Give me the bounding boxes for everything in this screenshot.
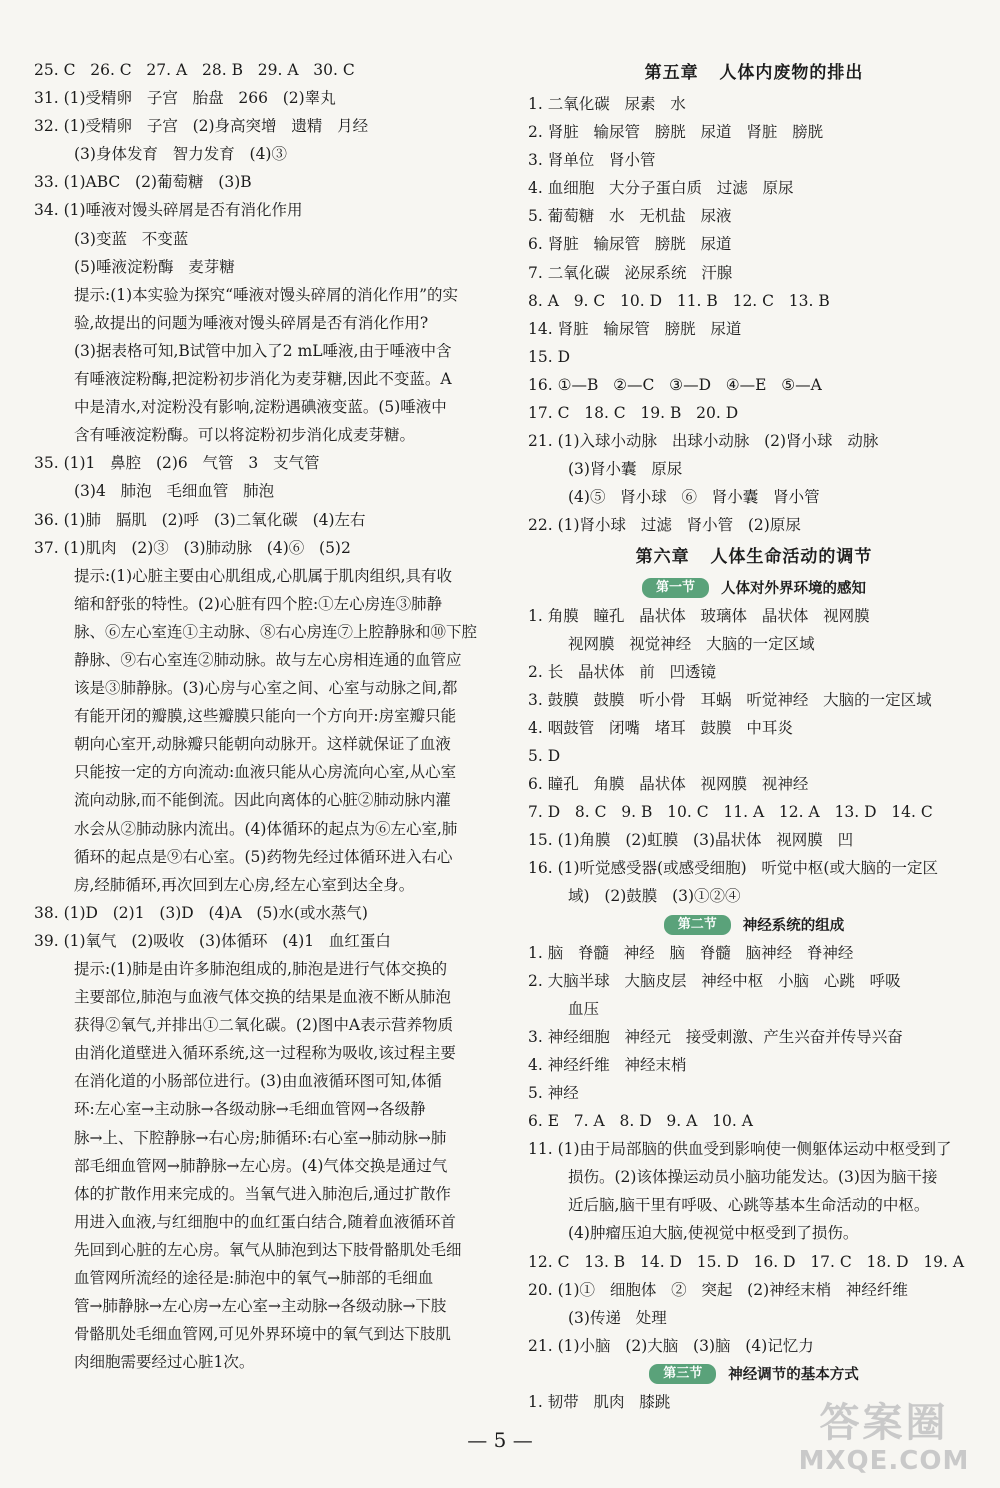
hint-line: 房,经肺循环,再次回到左心房,经左心室到达全身。 <box>74 875 415 894</box>
page-number: — 5 — <box>467 1428 533 1452</box>
answer-line: 15. (1)角膜 (2)虹膜 (3)晶状体 视网膜 凹 <box>528 831 854 850</box>
hint-line: 血管网所流经的途径是:肺泡中的氧气→肺部的毛细血 <box>74 1269 434 1288</box>
hint-line: 含有唾液淀粉酶。可以将淀粉初步消化成麦芽糖。 <box>74 426 416 445</box>
answer-line: (3)传递 处理 <box>568 1308 667 1327</box>
section-1-header <box>528 574 980 602</box>
answer-line: 血压 <box>568 999 600 1018</box>
hint-line: 朝向心室开,动脉瓣只能朝向动脉开。这样就保证了血液 <box>74 735 451 754</box>
answer-line: 16. (1)听觉感受器(或感受细胞) 听觉中枢(或大脑的一定区 <box>528 859 938 878</box>
hint-line: 静脉、⑨右心室连②肺动脉。故与左心房相连通的血管应 <box>74 650 462 669</box>
answer-line: 31. (1)受精卵 子宫 胎盘 266 (2)睾丸 <box>34 89 336 108</box>
answer-line: 22. (1)肾小球 过滤 肾小管 (2)原尿 <box>528 516 801 535</box>
watermark-logo <box>784 1400 984 1484</box>
answer-line: 4. 神经纤维 神经末梢 <box>528 1055 687 1074</box>
answer-line: 2. 大脑半球 大脑皮层 神经中枢 小脑 心跳 呼吸 <box>528 971 901 990</box>
answer-line: 12. C 13. B 14. D 15. D 16. D 17. C 18. D 19. A <box>528 1252 965 1271</box>
answer-line: 7. 二氧化碳 泌尿系统 汗腺 <box>528 263 733 282</box>
answer-line: 1. 韧带 肌肉 膝跳 <box>528 1392 671 1411</box>
answer-line: 4. 咽鼓管 闭嘴 堵耳 鼓膜 中耳炎 <box>528 718 793 737</box>
answer-line: 2. 长 晶状体 前 凹透镜 <box>528 662 717 681</box>
answer-line: 21. (1)入球小动脉 出球小动脉 (2)肾小球 动脉 <box>528 432 879 451</box>
hint-line: 有能开闭的瓣膜,这些瓣膜只能向一个方向开:房室瓣只能 <box>74 707 457 726</box>
answer-line: 20. (1)① 细胞体 ② 突起 (2)神经末梢 神经纤维 <box>528 1280 908 1299</box>
answer-line: 5. D <box>528 746 561 765</box>
section-badge: 第二节 <box>664 915 731 935</box>
watermark-text: 答案圈 <box>819 1400 949 1446</box>
hint-line: 在消化道的小肠部位进行。(3)由血液循环图可知,体循 <box>74 1072 442 1091</box>
answer-line: 14. 肾脏 输尿管 膀胱 尿道 <box>528 319 742 338</box>
section-badge: 第一节 <box>642 578 709 598</box>
hint-line: 流向动脉,而不能倒流。因此向离体的心脏②肺动脉内灌 <box>74 791 451 810</box>
answer-line: 34. (1)唾液对馒头碎屑是否有消化作用 <box>34 201 303 220</box>
hint-line: 中是清水,对淀粉没有影响,淀粉遇碘液变蓝。(5)唾液中 <box>74 398 447 417</box>
answer-line: 1. 二氧化碳 尿素 水 <box>528 95 686 113</box>
answer-line: (4)肿瘤压迫大脑,使视觉中枢受到了损伤。 <box>568 1224 859 1243</box>
chapter-5-title: 第五章 人体内废物的排出 <box>644 63 864 83</box>
answer-line: 17. C 18. C 19. B 20. D <box>528 404 739 423</box>
hint-line: 管→肺静脉→左心房→左心室→主动脉→各级动脉→下肢 <box>74 1297 447 1316</box>
watermark-url: MXQE.COM <box>798 1446 970 1476</box>
hint-line: 脉、⑥左心室连①主动脉、⑧右心房连⑦上腔静脉和⑩下腔 <box>74 622 478 641</box>
hint-line: 循环的起点是⑨右心室。(5)药物先经过体循环进入右心 <box>74 847 453 866</box>
answer-line: 3. 神经细胞 神经元 接受刺激、产生兴奋并传导兴奋 <box>528 1027 903 1046</box>
hint-line: 有唾液淀粉酶,把淀粉初步消化为麦芽糖,因此不变蓝。A <box>74 370 452 389</box>
hint-line: 用进入血液,与红细胞中的血红蛋白结合,随着血液循环首 <box>74 1212 456 1231</box>
answer-line: 36. (1)肺 膈肌 (2)呼 (3)二氧化碳 (4)左右 <box>34 510 366 529</box>
answer-line: 16. ①—B ②—C ③—D ④—E ⑤—A <box>528 375 822 394</box>
chapter-6-title: 第六章 人体生命活动的调节 <box>635 546 873 567</box>
answer-line: 38. (1)D (2)1 (3)D (4)A (5)水(或水蒸气) <box>34 903 368 922</box>
answer-line: (3)身体发育 智力发育 (4)③ <box>74 145 287 164</box>
section-title: 神经调节的基本方式 <box>728 1367 859 1384</box>
left-column <box>34 56 504 1376</box>
answer-line: (3)肾小囊 原尿 <box>568 460 683 479</box>
section-title: 神经系统的组成 <box>742 918 845 935</box>
answer-line: 4. 血细胞 大分子蛋白质 过滤 原尿 <box>528 179 794 198</box>
answer-line: 5. 葡萄糖 水 无机盐 尿液 <box>528 207 732 226</box>
answer-line: 6. E 7. A 8. D 9. A 10. A <box>528 1112 753 1131</box>
section-badge: 第三节 <box>649 1364 716 1384</box>
hint-line: 肉细胞需要经过心脏1次。 <box>74 1353 255 1372</box>
hint-line: 环:左心室→主动脉→各级动脉→毛细血管网→各级静 <box>74 1100 426 1119</box>
answer-line: 7. D 8. C 9. B 10. C 11. A 12. A 13. D 14. C <box>528 803 933 822</box>
hint-line: 骨骼肌处毛细血管网,可见外界环境中的氧气到达下肢肌 <box>74 1325 451 1344</box>
hint-line: 该是③肺静脉。(3)心房与心室之间、心室与动脉之间,都 <box>74 679 458 698</box>
hint-line: 缩和舒张的特性。(2)心脏有四个腔:①左心房连③肺静 <box>74 594 443 613</box>
answer-line: 37. (1)肌肉 (2)③ (3)肺动脉 (4)⑥ (5)2 <box>34 538 351 557</box>
hint-line: 主要部位,肺泡与血液气体交换的结果是血液不断从肺泡 <box>74 988 451 1007</box>
answer-line: 1. 脑 脊髓 神经 脑 脊髓 脑神经 脊神经 <box>528 943 854 962</box>
answer-line: 33. (1)ABC (2)葡萄糖 (3)B <box>34 173 252 192</box>
hint-line: 水会从②肺动脉内流出。(4)体循环的起点为⑥左心室,肺 <box>74 819 458 838</box>
answer-line: 损伤。(2)该体操运动员小脑功能发达。(3)因为脑干接 <box>568 1168 938 1187</box>
section-2-header <box>528 911 980 939</box>
answer-line: (4)⑤ 肾小球 ⑥ 肾小囊 肾小管 <box>568 488 820 507</box>
answer-line: 11. (1)由于局部脑的供血受到影响使一侧躯体运动中枢受到了 <box>528 1140 952 1159</box>
section-3-header <box>528 1360 980 1388</box>
answer-line: 21. (1)小脑 (2)大脑 (3)脑 (4)记忆力 <box>528 1336 814 1355</box>
hint-line: 部毛细血管网→肺静脉→左心房。(4)气体交换是通过气 <box>74 1156 448 1175</box>
answer-line: 近后脑,脑干里有呼吸、心跳等基本生命活动的中枢。 <box>568 1196 930 1215</box>
answer-line: 1. 角膜 瞳孔 晶状体 玻璃体 晶状体 视网膜 <box>528 606 870 625</box>
hint-line: 验,故提出的问题为唾液对馒头碎屑是否有消化作用? <box>74 313 429 332</box>
answer-line: 25. C 26. C 27. A 28. B 29. A 30. C <box>34 61 355 79</box>
hint-line: 由消化道壁进入循环系统,这一过程称为吸收,该过程主要 <box>74 1044 456 1063</box>
answer-line: 5. 神经 <box>528 1084 579 1102</box>
answer-line: 6. 肾脏 输尿管 膀胱 尿道 <box>528 235 732 254</box>
hint-line: 提示:(1)本实验为探究“唾液对馒头碎屑的消化作用”的实 <box>74 285 459 304</box>
hint-line: 体的扩散作用来完成的。当氧气进入肺泡后,通过扩散作 <box>74 1184 451 1203</box>
hint-line: 先回到心脏的左心房。氧气从肺泡到达下肢骨骼肌处毛细 <box>74 1240 462 1259</box>
answer-line: 39. (1)氧气 (2)吸收 (3)体循环 (4)1 血红蛋白 <box>34 931 391 950</box>
answer-line: 35. (1)1 鼻腔 (2)6 气管 3 支气管 <box>34 454 320 473</box>
answer-line: (3)变蓝 不变蓝 <box>74 229 189 248</box>
hint-line: 提示:(1)肺是由许多肺泡组成的,肺泡是进行气体交换的 <box>74 960 448 978</box>
answer-line: (3)4 肺泡 毛细血管 肺泡 <box>74 482 275 501</box>
answer-line: 6. 瞳孔 角膜 晶状体 视网膜 视神经 <box>528 775 809 794</box>
hint-line: 提示:(1)心脏主要由心肌组成,心肌属于肌肉组织,具有收 <box>74 566 453 585</box>
answer-line: 15. D <box>528 347 571 366</box>
answer-line: (5)唾液淀粉酶 麦芽糖 <box>74 257 235 276</box>
hint-line: 脉→上、下腔静脉→右心房;肺循环:右心室→肺动脉→肺 <box>74 1128 447 1147</box>
hint-line: 只能按一定的方向流动:血液只能从心房流向心室,从心室 <box>74 763 457 782</box>
answer-line: 3. 肾单位 肾小管 <box>528 151 656 170</box>
hint-line: (3)据表格可知,B试管中加入了2 mL唾液,由于唾液中含 <box>74 341 452 360</box>
answer-line: 8. A 9. C 10. D 11. B 12. C 13. B <box>528 291 830 310</box>
section-title: 人体对外界环境的感知 <box>721 581 866 597</box>
answer-line: 域) (2)鼓膜 (3)①②④ <box>568 887 741 906</box>
answer-line: 视网膜 视觉神经 大脑的一定区域 <box>568 634 815 653</box>
right-column <box>528 56 980 1416</box>
answer-line: 2. 肾脏 输尿管 膀胱 尿道 肾脏 膀胱 <box>528 123 824 142</box>
answer-line: 3. 鼓膜 鼓膜 听小骨 耳蜗 听觉神经 大脑的一定区域 <box>528 690 932 709</box>
answer-line: 32. (1)受精卵 子宫 (2)身高突增 遗精 月经 <box>34 117 369 136</box>
hint-line: 获得②氧气,并排出①二氧化碳。(2)图中A表示营养物质 <box>74 1016 454 1035</box>
